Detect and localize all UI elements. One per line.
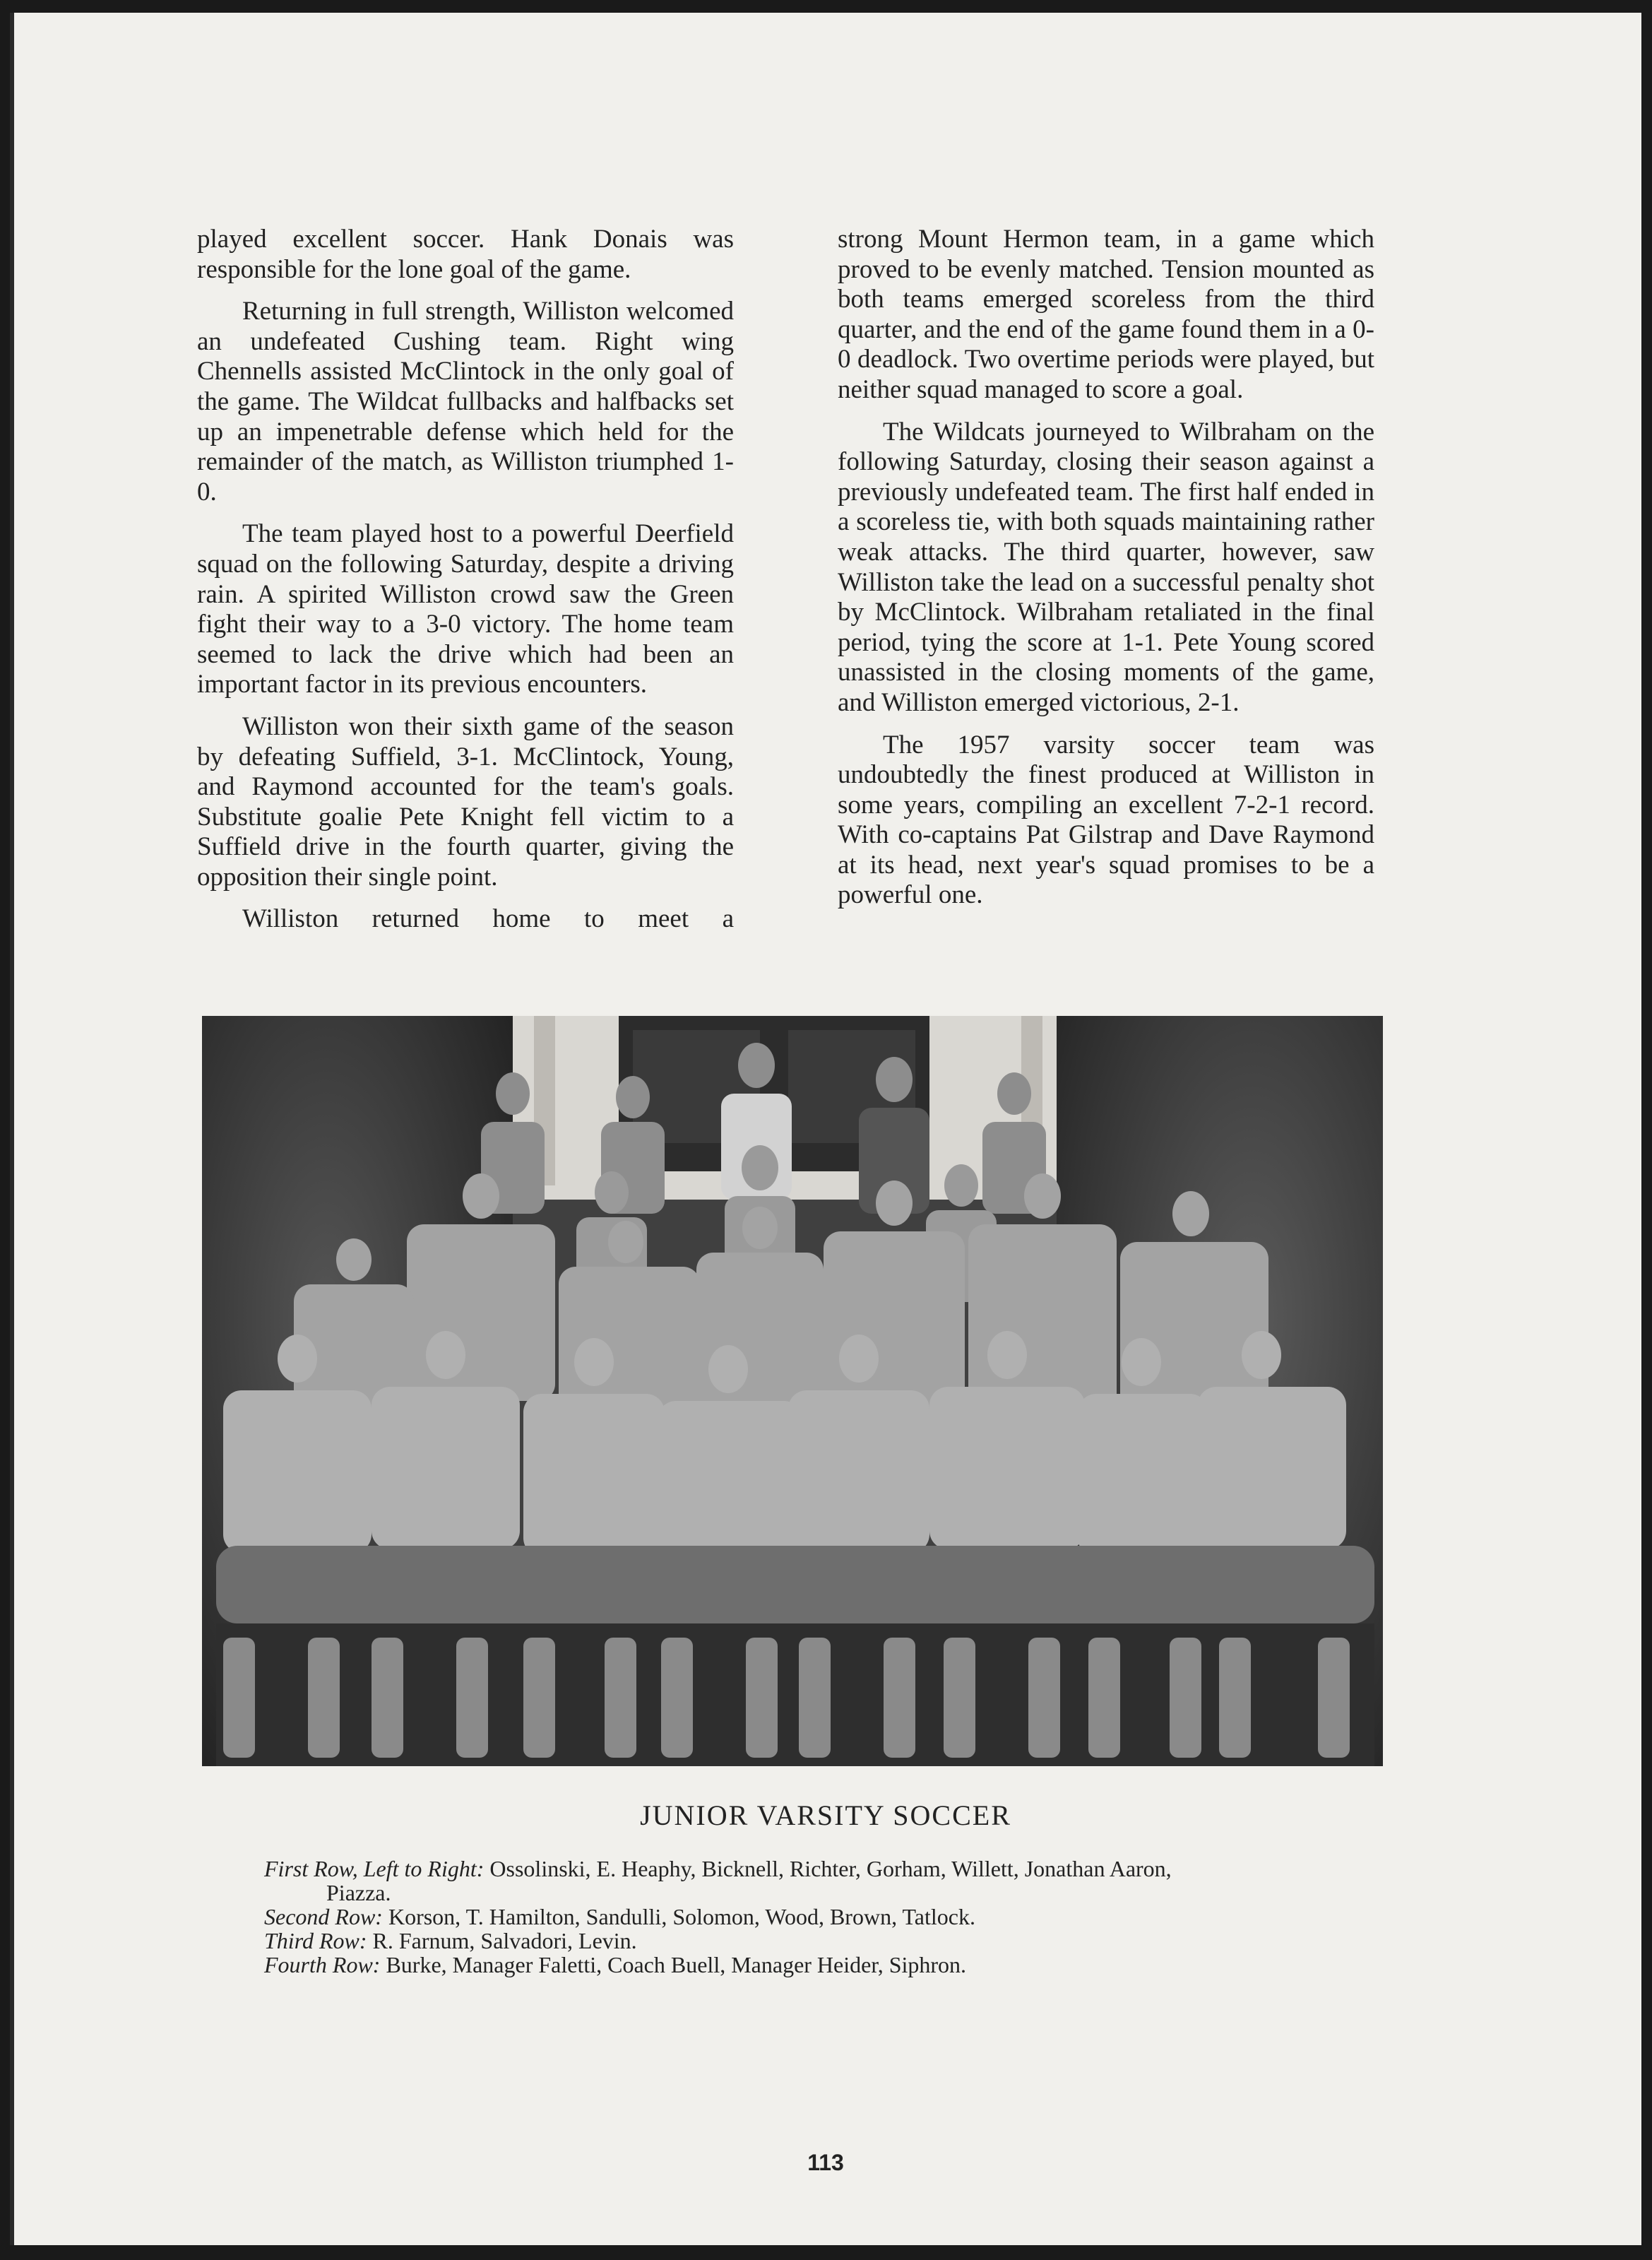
paragraph: Returning in full strength, Williston welcomed an undefeated Cushing team. Right wing Chennells assisted McClintock in the only goal of the game. The Wildcat fullbacks and halfbacks set up an impenetrable defense which held for the remainder of the match, as Williston triumphed 1-0. — [197, 297, 734, 507]
left-text-column — [197, 225, 734, 947]
roster-row-continuation: Piazza. — [326, 1880, 391, 1905]
roster-row-label: Second Row: — [264, 1904, 383, 1929]
roster-row — [264, 1905, 1366, 1929]
paragraph: Williston returned home to meet a — [242, 904, 734, 934]
roster-list — [264, 1857, 1366, 1977]
paragraph: played excellent soccer. Hank Donais was responsible for the lone goal of the game. — [197, 225, 734, 284]
page-number: 113 — [807, 2150, 844, 2175]
binding-edge — [10, 13, 14, 2245]
roster-row-names: Ossolinski, E. Heaphy, Bicknell, Richter, Gorham, Willett, Jonathan Aaron, — [489, 1856, 1172, 1881]
paragraph: The 1957 varsity soccer team was undoubtedly the finest produced at Williston in some years, compiling an excellent 7-2-1 record. With co-captains Pat Gilstrap and Dave Raymond at its head, next year's squad promises to be a powerful one. — [838, 730, 1374, 910]
roster-row-names: Burke, Manager Faletti, Coach Buell, Manager Heider, Siphron. — [386, 1952, 967, 1977]
roster-row-label: Third Row: — [264, 1928, 367, 1953]
right-text-column — [838, 225, 1374, 923]
paragraph: The Wildcats journeyed to Wilbraham on the following Saturday, closing their season against a previously undefeated team. The first half ended in a scoreless tie, with both squads maintaining rather weak attacks. The third quarter, however, saw Williston take the lead on a successful penalty shot by McClintock. Wilbraham retaliated in the final period, tying the score at 1-1. Pete Young scored unassisted in the closing moments of the game, and Williston emerged victorious, 2-1. — [838, 417, 1374, 717]
roster-row-names: Korson, T. Hamilton, Sandulli, Solomon, Wood, Brown, Tatlock. — [388, 1904, 975, 1929]
roster-row — [264, 1857, 1366, 1905]
yearbook-page — [10, 13, 1641, 2245]
roster-row — [264, 1953, 1366, 1977]
photo-caption-title: JUNIOR VARSITY SOCCER — [640, 1799, 1011, 1831]
paragraph: The team played host to a powerful Deerfield squad on the following Saturday, despite a driving rain. A spirited Williston crowd saw the Green fight their way to a 3-0 victory. The home team seemed to lack the drive which had been an important factor in its previous encounters. — [197, 519, 734, 699]
roster-row — [264, 1929, 1366, 1953]
roster-row-label: First Row, Left to Right: — [264, 1856, 485, 1881]
team-photo — [202, 1016, 1383, 1766]
paragraph: Williston won their sixth game of the season by defeating Suffield, 3-1. McClintock, Young, and Raymond accounted for the team's goals. Substitute goalie Pete Knight fell victim to a Suffield drive in the fourth quarter, giving the opposition their single point. — [197, 711, 734, 892]
roster-row-names: R. Farnum, Salvadori, Levin. — [372, 1928, 637, 1953]
roster-row-label: Fourth Row: — [264, 1952, 381, 1977]
paragraph: strong Mount Hermon team, in a game which proved to be evenly matched. Tension mounted as both teams emerged scoreless from the third quarter, and the end of the game found them in a 0-0 deadlock. Two overtime periods were played, but neither squad managed to score a goal. — [838, 225, 1374, 404]
